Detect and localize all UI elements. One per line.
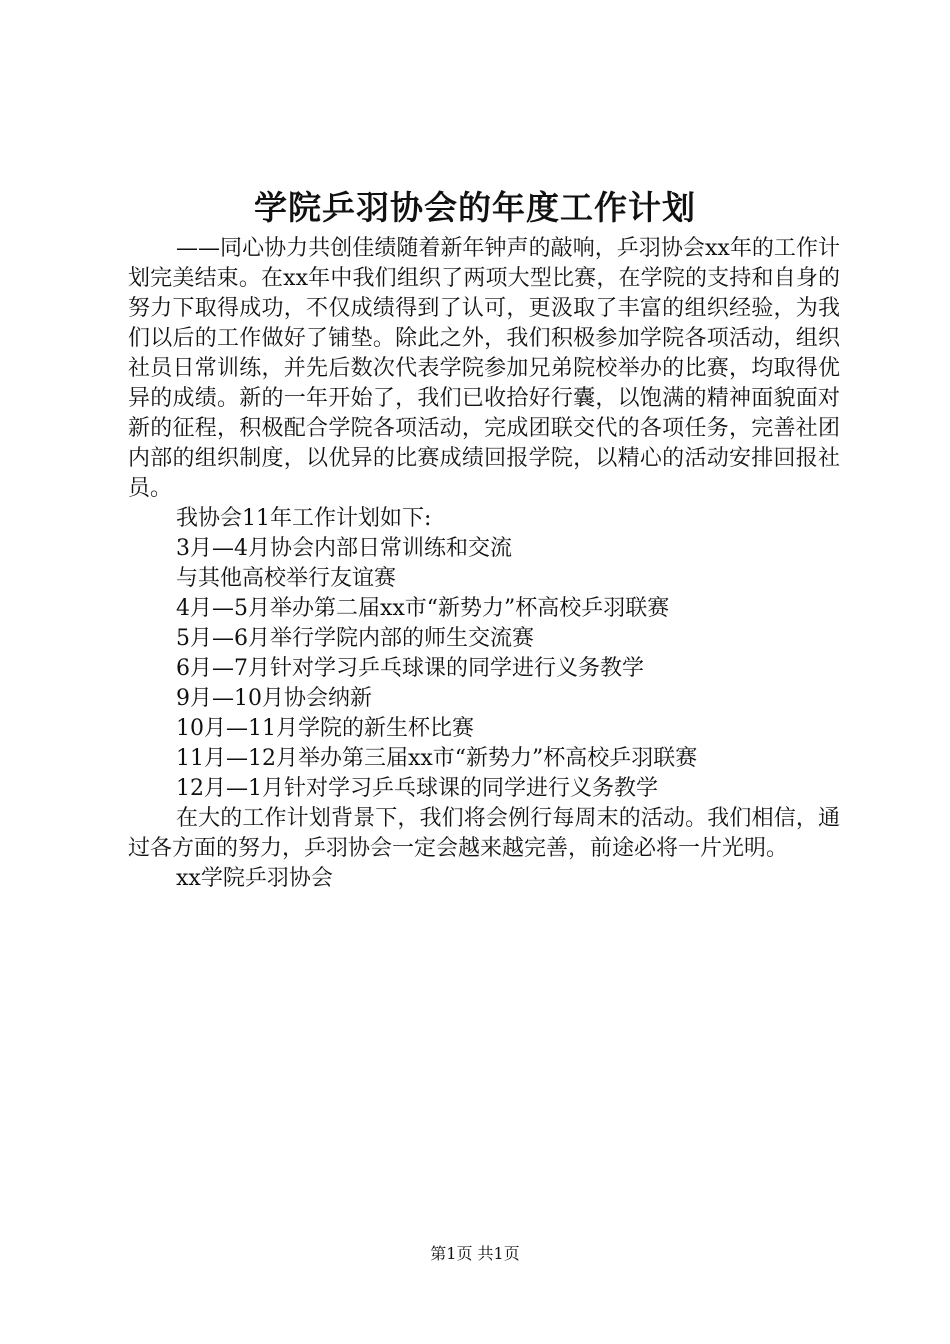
closing-paragraph: 在大的工作计划背景下，我们将会例行每周末的活动。我们相信，通过各方面的努力，乒羽协会一定会越来越完善，前途必将一片光明。 bbox=[128, 806, 840, 861]
plan-item: 12月—1月针对学习乒乓球课的同学进行义务教学 bbox=[176, 776, 658, 801]
intro-paragraph: ——同心协力共创佳绩随着新年钟声的敲响，乒羽协会xx年的工作计划完美结束。在xx年中我们组织了两项大型比赛，在学院的支持和自身的努力下取得成功，不仅成绩得到了认可，更汲取了丰富的组织经验，为我们以后的工作做好了铺垫。除此之外，我们积极参加学院各项活动，组织社员日常训练，并先后数次代表学院参加兄弟院校举办的比赛，均取得优异的成绩。新的一年开始了，我们已收拾好行囊，以饱满的精神面貌面对新的征程，积极配合学院各项活动，完成团联交代的各项任务，完善社团内部的组织制度，以优异的比赛成绩回报学院，以精心的活动安排回报社员。 bbox=[128, 236, 840, 501]
page-footer: 第1页 共1页 bbox=[430, 1244, 520, 1263]
plan-item: 4月—5月举办第二届xx市“新势力”杯高校乒羽联赛 bbox=[176, 596, 670, 621]
document-body bbox=[128, 234, 840, 894]
plan-item: 11月—12月举办第三届xx市“新势力”杯高校乒羽联赛 bbox=[176, 746, 698, 771]
plan-item: 9月—10月协会纳新 bbox=[176, 686, 372, 711]
plan-item: 5月—6月举行学院内部的师生交流赛 bbox=[176, 626, 534, 651]
signature: xx学院乒羽协会 bbox=[176, 866, 333, 891]
plan-item: 3月—4月协会内部日常训练和交流 bbox=[176, 536, 512, 561]
plan-item: 与其他高校举行友谊赛 bbox=[176, 566, 397, 591]
plan-item: 6月—7月针对学习乒乓球课的同学进行义务教学 bbox=[176, 656, 644, 681]
plan-item: 10月—11月学院的新生杯比赛 bbox=[176, 716, 474, 741]
document-title: 学院乒羽协会的年度工作计划 bbox=[254, 188, 696, 227]
plan-heading: 我协会11年工作计划如下: bbox=[176, 506, 432, 531]
